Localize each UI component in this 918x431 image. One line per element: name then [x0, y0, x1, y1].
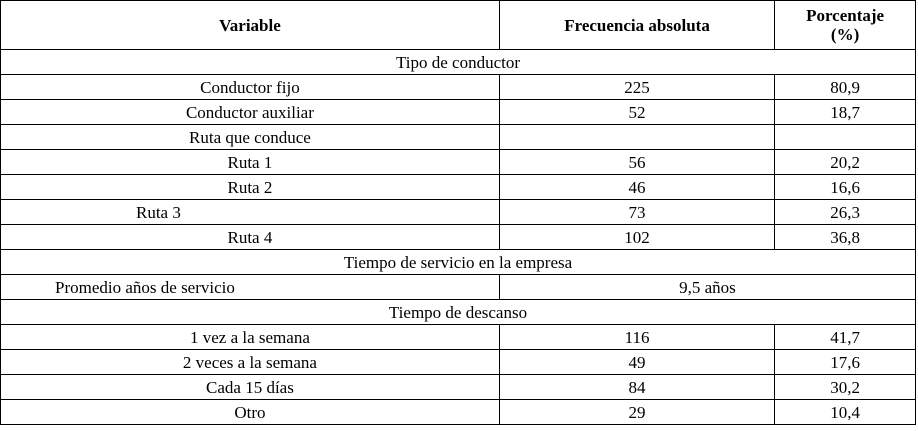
- table-row: [1, 275, 916, 300]
- table-row: [1, 375, 916, 400]
- cell-label: Conductor auxiliar: [1, 100, 500, 125]
- table-row: [1, 150, 916, 175]
- header-porcentaje-line1: Porcentaje: [806, 6, 885, 25]
- cell-label: Ruta 4: [1, 225, 500, 250]
- cell-frecuencia: 225: [499, 75, 774, 100]
- cell-porcentaje: 36,8: [775, 225, 916, 250]
- header-porcentaje: [775, 1, 916, 50]
- cell-porcentaje: 26,3: [775, 200, 916, 225]
- cell-label: Promedio años de servicio: [1, 275, 500, 300]
- cell-label: Ruta 1: [1, 150, 500, 175]
- section-tiempo-descanso: Tiempo de descanso: [1, 300, 916, 325]
- empty-cell: [775, 125, 916, 150]
- table-row: [1, 350, 916, 375]
- cell-frecuencia: 52: [499, 100, 774, 125]
- cell-label: Conductor fijo: [1, 75, 500, 100]
- cell-label: Ruta 2: [1, 175, 500, 200]
- table-row: [1, 75, 916, 100]
- cell-frecuencia: 102: [499, 225, 774, 250]
- cell-porcentaje: 17,6: [775, 350, 916, 375]
- cell-label: Otro: [1, 400, 500, 425]
- section-tipo-conductor: Tipo de conductor: [1, 50, 916, 75]
- empty-cell: [499, 125, 774, 150]
- header-row: [1, 1, 916, 50]
- cell-label: 2 veces a la semana: [1, 350, 500, 375]
- cell-label: Cada 15 días: [1, 375, 500, 400]
- cell-frecuencia: 73: [499, 200, 774, 225]
- table-row: [1, 325, 916, 350]
- cell-porcentaje: 18,7: [775, 100, 916, 125]
- cell-porcentaje: 41,7: [775, 325, 916, 350]
- cell-porcentaje: 20,2: [775, 150, 916, 175]
- table-row: [1, 200, 916, 225]
- section-row: [1, 50, 916, 75]
- cell-frecuencia: 84: [499, 375, 774, 400]
- cell-frecuencia: 29: [499, 400, 774, 425]
- cell-frecuencia: 116: [499, 325, 774, 350]
- section-row: [1, 125, 916, 150]
- header-variable: Variable: [1, 1, 500, 50]
- header-porcentaje-line2: (%): [830, 25, 860, 44]
- cell-label: Ruta 3: [1, 200, 500, 225]
- cell-frecuencia: 56: [499, 150, 774, 175]
- cell-porcentaje: 16,6: [775, 175, 916, 200]
- table-row: [1, 175, 916, 200]
- cell-promedio-valor: 9,5 años: [499, 275, 915, 300]
- cell-label: 1 vez a la semana: [1, 325, 500, 350]
- cell-frecuencia: 46: [499, 175, 774, 200]
- cell-porcentaje: 80,9: [775, 75, 916, 100]
- section-row: [1, 300, 916, 325]
- cell-frecuencia: 49: [499, 350, 774, 375]
- table-row: [1, 400, 916, 425]
- section-ruta: Ruta que conduce: [1, 125, 500, 150]
- table-row: [1, 225, 916, 250]
- section-tiempo-servicio: Tiempo de servicio en la empresa: [1, 250, 916, 275]
- cell-porcentaje: 30,2: [775, 375, 916, 400]
- section-row: [1, 250, 916, 275]
- header-frecuencia: Frecuencia absoluta: [499, 1, 774, 50]
- table-row: [1, 100, 916, 125]
- cell-porcentaje: 10,4: [775, 400, 916, 425]
